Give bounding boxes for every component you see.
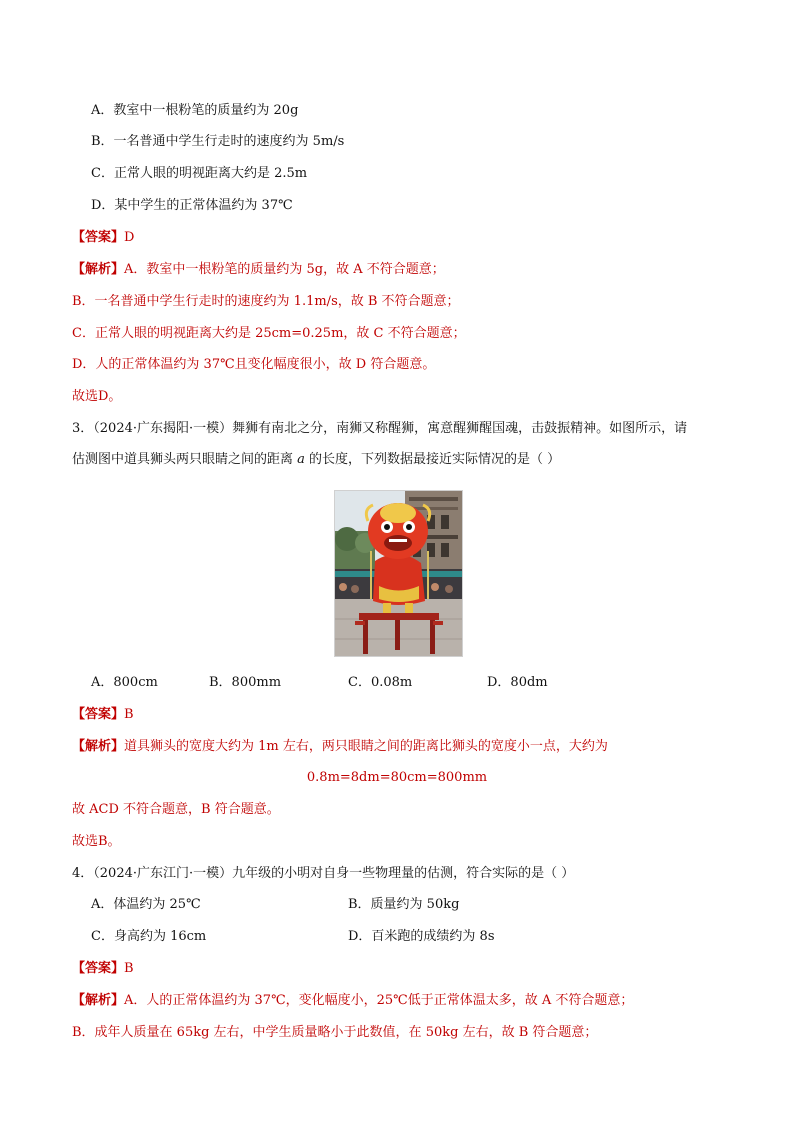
q4-analysis-a: A．人的正常体温约为 37℃，变化幅度小，25℃低于正常体温太多，故 A 不符合题意；: [124, 993, 634, 1008]
q4-answer: B: [124, 961, 134, 976]
q3-stem-line-2: [72, 451, 560, 469]
analysis-tag: 【解析】: [72, 993, 125, 1008]
q3-conclusion: 故选B。: [72, 834, 121, 849]
answer-tag: 【答案】: [72, 961, 125, 976]
q2-analysis-line-1: [72, 261, 445, 279]
q4-option-d: D．百米跑的成绩约为 8s: [348, 929, 495, 944]
q3-stem-line-1: 3．（2024·广东揭阳·一模）舞狮有南北之分，南狮又称醒狮，寓意醒狮醒国魂，击鼓振精神。如图所示，请: [72, 421, 688, 436]
q3-analysis-formula: 0.8m=8dm=80cm=800mm: [306, 770, 488, 785]
lion-dance-photo: [334, 490, 463, 657]
q2-option-b: B．一名普通中学生行走时的速度约为 5m/s: [91, 134, 345, 149]
answer-tag: 【答案】: [72, 230, 125, 245]
answer-tag: 【答案】: [72, 707, 125, 722]
q3-stem-before: 估测图中道具狮头两只眼睛之间的距离: [72, 452, 298, 467]
q3-option-b: B．800mm: [209, 675, 282, 690]
q3-analysis-line-1: [72, 738, 608, 756]
q2-answer-line: [72, 229, 134, 247]
q2-analysis-a: A．教室中一根粉笔的质量约为 5g，故 A 不符合题意；: [124, 262, 445, 277]
q3-option-d: D．80dm: [487, 675, 548, 690]
q4-option-a: A．体温约为 25℃: [91, 897, 201, 912]
q2-option-a: A．教室中一根粉笔的质量约为 20g: [91, 103, 299, 118]
q3-option-a: A．800cm: [91, 675, 158, 690]
q4-answer-line: [72, 960, 134, 978]
q3-answer: B: [124, 707, 134, 722]
q2-analysis-c: C．正常人眼的明视距离大约是 25cm=0.25m，故 C 不符合题意；: [72, 326, 466, 341]
q3-stem-after: 的长度，下列数据最接近实际情况的是（ ）: [304, 452, 561, 467]
q3-analysis-line-2: 故 ACD 不符合题意，B 符合题意。: [72, 802, 280, 817]
q2-analysis-b: B．一名普通中学生行走时的速度约为 1.1m/s，故 B 不符合题意；: [72, 294, 460, 309]
q2-option-d: D．某中学生的正常体温约为 37℃: [91, 198, 293, 213]
q2-option-c: C．正常人眼的明视距离大约是 2.5m: [91, 166, 308, 181]
q2-conclusion: 故选D。: [72, 389, 122, 404]
q4-option-c: C．身高约为 16cm: [91, 929, 207, 944]
q2-analysis-d: D．人的正常体温约为 37℃且变化幅度很小，故 D 符合题意。: [72, 357, 436, 372]
q4-option-b: B．质量约为 50kg: [348, 897, 460, 912]
q3-option-c: C．0.08m: [348, 675, 413, 690]
q4-stem: 4．（2024·广东江门·一模）九年级的小明对自身一些物理量的估测，符合实际的是（ ）: [72, 866, 575, 881]
analysis-tag: 【解析】: [72, 262, 125, 277]
q3-answer-line: [72, 706, 134, 724]
q4-analysis-line-1: [72, 992, 633, 1010]
q3-stem-variable: a: [297, 452, 305, 467]
q2-answer: D: [124, 230, 135, 245]
q3-analysis-text: 道具狮头的宽度大约为 1m 左右，两只眼睛之间的距离比狮头的宽度小一点，大约为: [124, 739, 608, 754]
analysis-tag: 【解析】: [72, 739, 125, 754]
q4-analysis-b: B．成年人质量在 65kg 左右，中学生质量略小于此数值，在 50kg 左右，故 B 符合题意；: [72, 1025, 598, 1040]
